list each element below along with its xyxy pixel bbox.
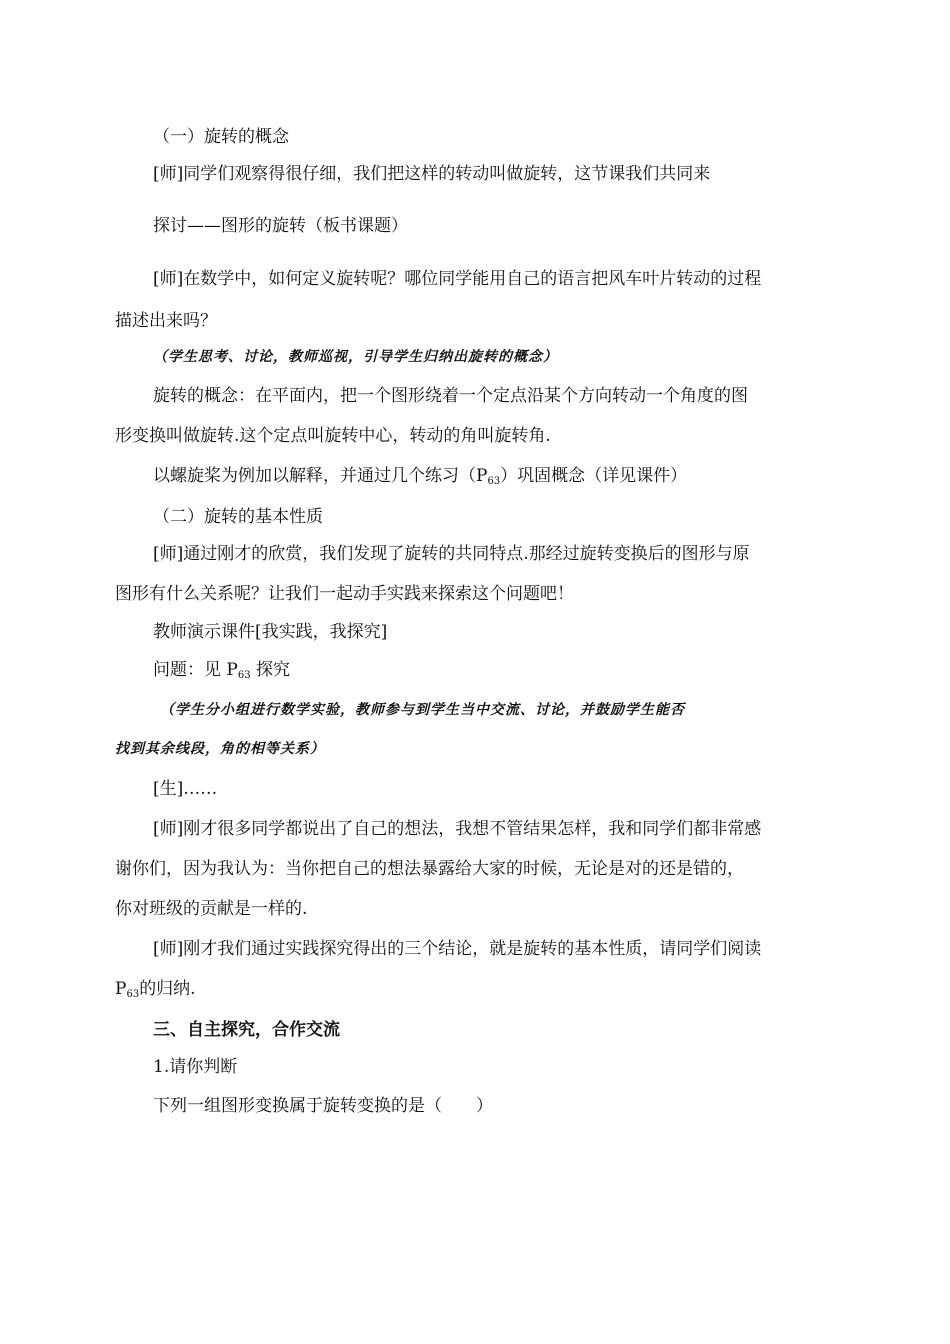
text-segment: P (115, 979, 127, 999)
text-segment: 以螺旋桨为例加以解释，并通过几个练习（P (153, 466, 488, 486)
paragraph-line: 探讨——图形的旋转（板书课题） (153, 216, 408, 236)
student-activity-note: 找到其余线段，角的相等关系） (115, 741, 325, 757)
text-segment: 问题：见 P (153, 660, 238, 680)
paragraph-line (153, 464, 687, 488)
page-subscript: 63 (487, 476, 501, 487)
paragraph-line: [生]…… (153, 779, 218, 799)
text-segment: 的归纳. (139, 979, 196, 999)
paragraph-line: [师]通过刚才的欣赏，我们发现了旋转的共同特点.那经过旋转变换后的图形与原 (153, 544, 750, 564)
student-activity-note: （学生分小组进行数学实验，教师参与到学生当中交流、讨论，并鼓励学生能否 (160, 702, 685, 718)
paragraph-line: [师]刚才我们通过实践探究得出的三个结论，就是旋转的基本性质，请同学们阅读 (153, 939, 762, 959)
page-subscript: 63 (237, 670, 251, 681)
definition-line: 旋转的概念：在平面内，把一个图形绕着一个定点沿某个方向转动一个角度的图 (153, 386, 748, 406)
paragraph-line: [师]同学们观察得很仔细，我们把这样的转动叫做旋转，这节课我们共同来 (153, 164, 711, 184)
section-heading-rotation-properties: （二）旋转的基本性质 (153, 507, 323, 527)
paragraph-line: 描述出来吗？ (115, 311, 217, 331)
text-segment: 探究 (250, 660, 290, 680)
page-subscript: 63 (126, 989, 140, 1000)
paragraph-line: 谢你们，因为我认为：当你把自己的想法暴露给大家的时候，无论是对的还是错的， (115, 859, 744, 879)
student-activity-note: （学生思考、讨论，教师巡视，引导学生归纳出旋转的概念） (153, 349, 558, 365)
paragraph-line: 你对班级的贡献是一样的. (115, 899, 308, 919)
text-segment: ）巩固概念（详见课件） (500, 466, 688, 486)
paragraph-line: [师]在数学中，如何定义旋转呢？哪位同学能用自己的语言把风车叶片转动的过程 (153, 269, 762, 289)
section-heading-rotation-concept: （一）旋转的概念 (153, 127, 289, 147)
paragraph-line: 图形有什么关系呢？让我们一起动手实践来探索这个问题吧！ (115, 584, 574, 604)
section-heading-explore: 三、自主探究，合作交流 (153, 1020, 340, 1040)
definition-line: 形变换叫做旋转.这个定点叫旋转中心，转动的角叫旋转角. (115, 426, 551, 446)
paragraph-line: [师]刚才很多同学都说出了自己的想法，我想不管结果怎样，我和同学们都非常感 (153, 819, 762, 839)
paragraph-line (115, 977, 196, 1001)
paragraph-line (153, 658, 290, 682)
exercise-heading: 1.请你判断 (153, 1057, 238, 1077)
exercise-question: 下列一组图形变换属于旋转变换的是（ ） (153, 1096, 493, 1116)
paragraph-line: 教师演示课件[我实践，我探究] (153, 622, 388, 642)
